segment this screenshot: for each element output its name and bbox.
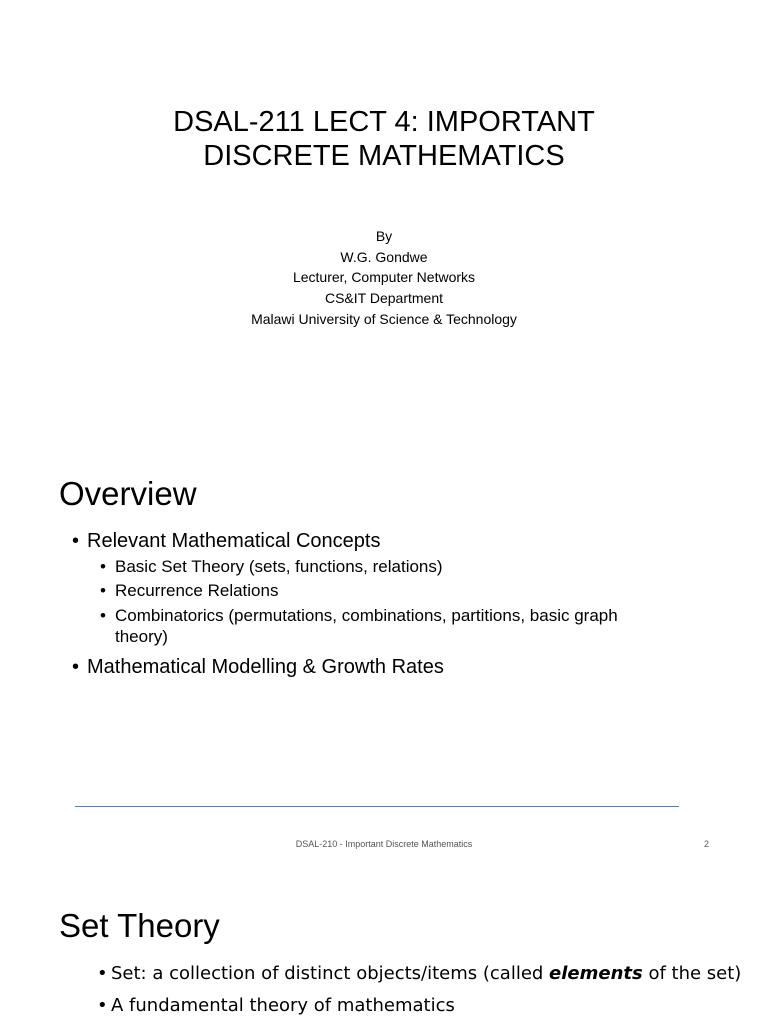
list-item-text: Basic Set Theory (sets, functions, relations) <box>115 557 443 576</box>
list-item-text: theory) <box>115 627 168 646</box>
author-byline <box>0 226 768 330</box>
definition-text-end: of the set) <box>642 963 742 984</box>
bullet-icon: • <box>97 963 108 984</box>
footer-divider <box>75 806 679 807</box>
list-item-text: Combinatorics (permutations, combinations, partitions, basic graph <box>115 606 618 625</box>
byline-institution: Malawi University of Science & Technology <box>251 310 517 327</box>
list-item-text: A fundamental theory of mathematics <box>111 995 455 1016</box>
byline-position: Lecturer, Computer Networks <box>292 269 476 286</box>
definition-text: Set: a collection of distinct objects/items (called <box>111 963 550 984</box>
set-theory-heading: Set Theory <box>59 907 220 944</box>
byline-by: By <box>375 228 393 244</box>
list-item-text: Recurrence Relations <box>115 581 279 600</box>
byline-department: CS&IT Department <box>324 290 443 307</box>
title-line-2: DISCRETE MATHEMATICS <box>203 140 565 172</box>
overview-heading: Overview <box>59 475 197 512</box>
list-item-text <box>111 962 741 986</box>
slide-footer: DSAL-210 - Important Discrete Mathematics <box>295 839 473 849</box>
bullet-icon: • <box>100 606 106 625</box>
slide-title <box>0 105 768 173</box>
list-item-text: Relevant Mathematical Concepts <box>87 530 381 552</box>
title-line-1: DSAL-211 LECT 4: IMPORTANT <box>173 106 595 138</box>
bullet-icon: • <box>97 995 108 1016</box>
list-item-text: Mathematical Modelling & Growth Rates <box>87 656 444 678</box>
bullet-icon: • <box>100 581 106 600</box>
emphasis-text: elements <box>549 963 643 984</box>
bullet-icon: • <box>72 530 80 552</box>
page-number: 2 <box>704 839 710 849</box>
bullet-icon: • <box>72 656 80 678</box>
byline-author: W.G. Gondwe <box>340 248 428 265</box>
bullet-icon: • <box>100 557 106 576</box>
